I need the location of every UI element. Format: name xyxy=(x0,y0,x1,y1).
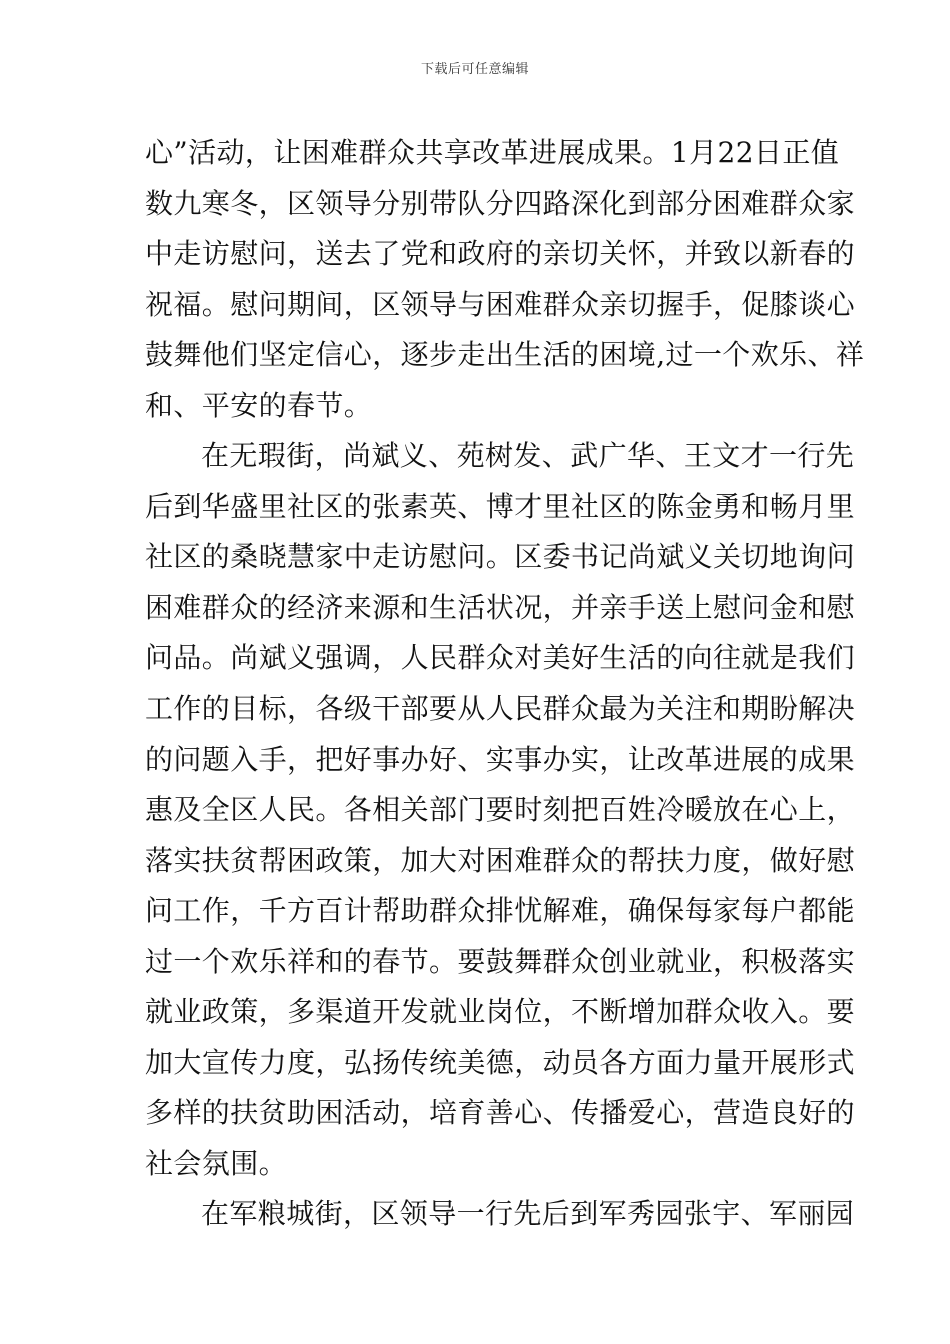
text-line: 问品。尚斌义强调，人民群众对美好生活的向往就是我们 xyxy=(145,641,856,675)
text-line: 鼓舞他们坚定信心，逐步走出生活的困境,过一个欢乐、祥 xyxy=(145,338,865,372)
text-line: 后到华盛里社区的张素英、博才里社区的陈金勇和畅月里 xyxy=(145,489,856,523)
paragraph-first-line: 在无瑕街，尚斌义、苑树发、武广华、王文才一行先 xyxy=(201,439,855,473)
text-line: 加大宣传力度，弘扬传统美德，动员各方面力量开展形式 xyxy=(145,1045,856,1079)
text-line: 过一个欢乐祥和的春节。要鼓舞群众创业就业，积极落实 xyxy=(145,944,856,978)
text-line: 落实扶贫帮困政策，加大对困难群众的帮扶力度，做好慰 xyxy=(145,843,856,877)
paragraph-first-line: 在军粮城街，区领导一行先后到军秀园张宇、军丽园 xyxy=(201,1197,855,1231)
text-line: 惠及全区人民。各相关部门要时刻把百姓冷暖放在心上， xyxy=(145,793,856,827)
text-line: 就业政策，多渠道开发就业岗位，不断增加群众收入。要 xyxy=(145,995,856,1029)
text-line: 社区的桑晓慧家中走访慰问。区委书记尚斌义关切地询问 xyxy=(145,540,856,574)
text-line: 问工作，千方百计帮助群众排忧解难，确保每家每户都能 xyxy=(145,894,856,928)
text-line: 社会氛围。 xyxy=(145,1146,288,1180)
text-line: 多样的扶贫助困活动，培育善心、传播爱心，营造良好的 xyxy=(145,1096,856,1130)
text-line: 工作的目标，各级干部要从人民群众最为关注和期盼解决 xyxy=(145,692,856,726)
text-line: 数九寒冬，区领导分别带队分四路深化到部分困难群众家 xyxy=(145,186,856,220)
text-line: 和、平安的春节。 xyxy=(145,388,373,422)
text-line: 中走访慰问，送去了党和政府的亲切关怀，并致以新春的 xyxy=(145,237,856,271)
text-line: 心”活动，让困难群众共享改革进展成果。1月22日正值 xyxy=(145,136,840,169)
document-body xyxy=(145,128,865,1240)
text-line: 的问题入手，把好事办好、实事办实，让改革进展的成果 xyxy=(145,742,856,776)
text-line: 困难群众的经济来源和生活状况，并亲手送上慰问金和慰 xyxy=(145,590,856,624)
page-header: 下载后可任意编辑 xyxy=(420,62,529,77)
text-line: 祝福。慰问期间，区领导与困难群众亲切握手，促膝谈心 xyxy=(145,287,856,321)
